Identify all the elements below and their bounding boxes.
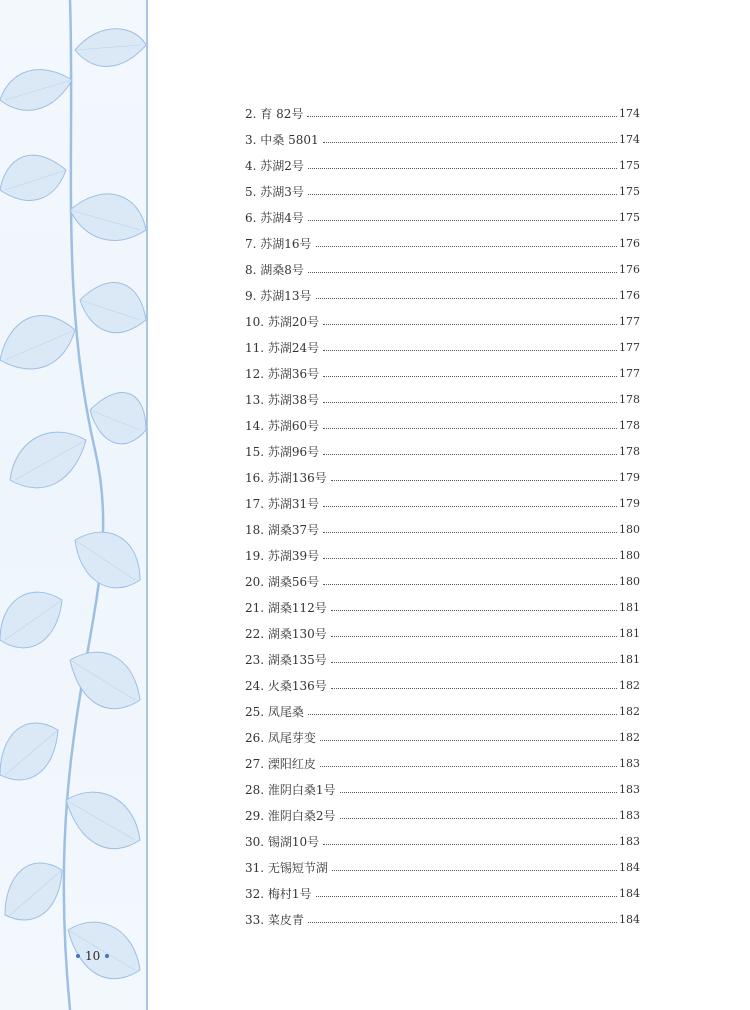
toc-entry-page: 181 [619, 626, 640, 640]
toc-entry[interactable] [245, 646, 640, 672]
toc-entry[interactable] [245, 698, 640, 724]
toc-entry-page: 184 [619, 912, 640, 926]
toc-leader-dots [323, 349, 617, 351]
toc-entry-page: 181 [619, 600, 640, 614]
toc-entry[interactable] [245, 308, 640, 334]
toc-entry-page: 183 [619, 808, 640, 822]
toc-entry-title: 5. 苏湖3号 [245, 184, 304, 199]
toc-leader-dots [323, 505, 617, 507]
toc-leader-dots [331, 661, 617, 663]
toc-entry-title: 31. 无锡短节湖 [245, 860, 328, 875]
toc-entry-page: 178 [619, 444, 640, 458]
toc-entry[interactable] [245, 178, 640, 204]
toc-entry-title: 24. 火桑136号 [245, 678, 327, 693]
toc-entry-title: 15. 苏湖96号 [245, 444, 320, 459]
toc-entry[interactable] [245, 230, 640, 256]
toc-entry-page: 182 [619, 730, 640, 744]
toc-entry-title: 22. 湖桑130号 [245, 626, 327, 641]
toc-entry[interactable] [245, 568, 640, 594]
toc-entry[interactable] [245, 386, 640, 412]
toc-entry-page: 180 [619, 548, 640, 562]
toc-entry-title: 2. 育 82号 [245, 106, 304, 121]
toc-entry[interactable] [245, 620, 640, 646]
toc-entry-title: 4. 苏湖2号 [245, 158, 304, 173]
toc-entry[interactable] [245, 464, 640, 490]
toc-entry[interactable] [245, 776, 640, 802]
toc-entry-page: 179 [619, 496, 640, 510]
toc-entry-title: 16. 苏湖136号 [245, 470, 327, 485]
toc-leader-dots [323, 843, 617, 845]
toc-entry[interactable] [245, 880, 640, 906]
toc-entry-page: 177 [619, 366, 640, 380]
toc-entry-page: 174 [619, 106, 640, 120]
toc-entry-title: 18. 湖桑37号 [245, 522, 320, 537]
toc-entry[interactable] [245, 854, 640, 880]
toc-leader-dots [320, 765, 617, 767]
toc-leader-dots [332, 869, 617, 871]
toc-leader-dots [340, 817, 617, 819]
toc-entry[interactable] [245, 542, 640, 568]
toc-entry-title: 23. 湖桑135号 [245, 652, 327, 667]
toc-entry-title: 13. 苏湖38号 [245, 392, 320, 407]
toc-entry[interactable] [245, 256, 640, 282]
toc-entry[interactable] [245, 802, 640, 828]
toc-leader-dots [308, 193, 617, 195]
toc-entry-page: 184 [619, 860, 640, 874]
toc-entry-page: 183 [619, 834, 640, 848]
toc-leader-dots [323, 401, 617, 403]
toc-entry[interactable] [245, 906, 640, 932]
toc-entry-page: 176 [619, 236, 640, 250]
toc-entry[interactable] [245, 100, 640, 126]
toc-entry-page: 180 [619, 574, 640, 588]
toc-leader-dots [331, 635, 617, 637]
toc-entry-page: 183 [619, 782, 640, 796]
toc-entry-title: 32. 梅村1号 [245, 886, 312, 901]
toc-entry[interactable] [245, 594, 640, 620]
toc-entry[interactable] [245, 438, 640, 464]
page-dot-left [76, 954, 80, 958]
toc-entry-title: 14. 苏湖60号 [245, 418, 320, 433]
toc-leader-dots [323, 453, 617, 455]
toc-entry-page: 175 [619, 210, 640, 224]
toc-entry-title: 29. 淮阴白桑2号 [245, 808, 336, 823]
toc-leader-dots [340, 791, 617, 793]
toc-entry[interactable] [245, 828, 640, 854]
toc-leader-dots [316, 245, 617, 247]
toc-entry[interactable] [245, 672, 640, 698]
toc-entry[interactable] [245, 152, 640, 178]
toc-entry-title: 7. 苏湖16号 [245, 236, 312, 251]
toc-entry-page: 176 [619, 288, 640, 302]
toc-entry-title: 6. 苏湖4号 [245, 210, 304, 225]
toc-entry-page: 177 [619, 340, 640, 354]
toc-leader-dots [323, 375, 617, 377]
toc-entry[interactable] [245, 412, 640, 438]
toc-leader-dots [331, 479, 617, 481]
toc-entry-title: 27. 溧阳红皮 [245, 756, 316, 771]
toc-leader-dots [323, 323, 617, 325]
toc-entry-title: 33. 菜皮青 [245, 912, 304, 927]
toc-leader-dots [308, 921, 617, 923]
toc-leader-dots [331, 609, 617, 611]
toc-entry-title: 17. 苏湖31号 [245, 496, 320, 511]
toc-entry[interactable] [245, 360, 640, 386]
toc-entry-page: 181 [619, 652, 640, 666]
toc-entry[interactable] [245, 516, 640, 542]
table-of-contents [245, 100, 640, 932]
toc-leader-dots [323, 427, 617, 429]
toc-entry-page: 182 [619, 678, 640, 692]
toc-entry-title: 12. 苏湖36号 [245, 366, 320, 381]
toc-entry-title: 26. 凤尾芽变 [245, 730, 316, 745]
toc-entry-page: 180 [619, 522, 640, 536]
toc-entry[interactable] [245, 724, 640, 750]
leaf-branch-icon [0, 0, 146, 1010]
toc-leader-dots [316, 895, 617, 897]
toc-entry-title: 28. 淮阴白桑1号 [245, 782, 336, 797]
toc-entry-page: 184 [619, 886, 640, 900]
toc-entry-page: 175 [619, 158, 640, 172]
toc-entry-page: 177 [619, 314, 640, 328]
toc-entry-page: 179 [619, 470, 640, 484]
toc-leader-dots [323, 583, 617, 585]
toc-entry-page: 183 [619, 756, 640, 770]
toc-entry-title: 8. 湖桑8号 [245, 262, 304, 277]
page-number [76, 949, 109, 963]
toc-entry[interactable] [245, 204, 640, 230]
toc-entry[interactable] [245, 282, 640, 308]
toc-entry-title: 9. 苏湖13号 [245, 288, 312, 303]
toc-entry-page: 175 [619, 184, 640, 198]
toc-entry[interactable] [245, 334, 640, 360]
toc-leader-dots [331, 687, 617, 689]
toc-entry-title: 30. 锡湖10号 [245, 834, 320, 849]
toc-entry[interactable] [245, 750, 640, 776]
toc-entry-page: 182 [619, 704, 640, 718]
vertical-divider [146, 0, 148, 1010]
toc-entry-title: 10. 苏湖20号 [245, 314, 320, 329]
toc-entry-title: 21. 湖桑112号 [245, 600, 327, 615]
page-dot-right [105, 954, 109, 958]
toc-leader-dots [316, 297, 617, 299]
toc-leader-dots [308, 713, 617, 715]
toc-entry-page: 178 [619, 418, 640, 432]
toc-leader-dots [307, 115, 617, 117]
toc-entry-title: 3. 中桑 5801 [245, 132, 319, 147]
toc-leader-dots [308, 219, 617, 221]
decorative-leaf-illustration [0, 0, 146, 1010]
toc-entry-page: 178 [619, 392, 640, 406]
page-number-text: 10 [85, 949, 101, 963]
toc-entry-title: 11. 苏湖24号 [245, 340, 320, 355]
toc-entry-page: 176 [619, 262, 640, 276]
toc-leader-dots [323, 557, 617, 559]
toc-leader-dots [320, 739, 617, 741]
toc-entry[interactable] [245, 126, 640, 152]
toc-entry-title: 25. 凤尾桑 [245, 704, 304, 719]
toc-entry-page: 174 [619, 132, 640, 146]
toc-entry-title: 19. 苏湖39号 [245, 548, 320, 563]
toc-leader-dots [308, 271, 617, 273]
toc-leader-dots [323, 141, 617, 143]
toc-leader-dots [323, 531, 617, 533]
toc-entry[interactable] [245, 490, 640, 516]
toc-entry-title: 20. 湖桑56号 [245, 574, 320, 589]
toc-leader-dots [308, 167, 617, 169]
